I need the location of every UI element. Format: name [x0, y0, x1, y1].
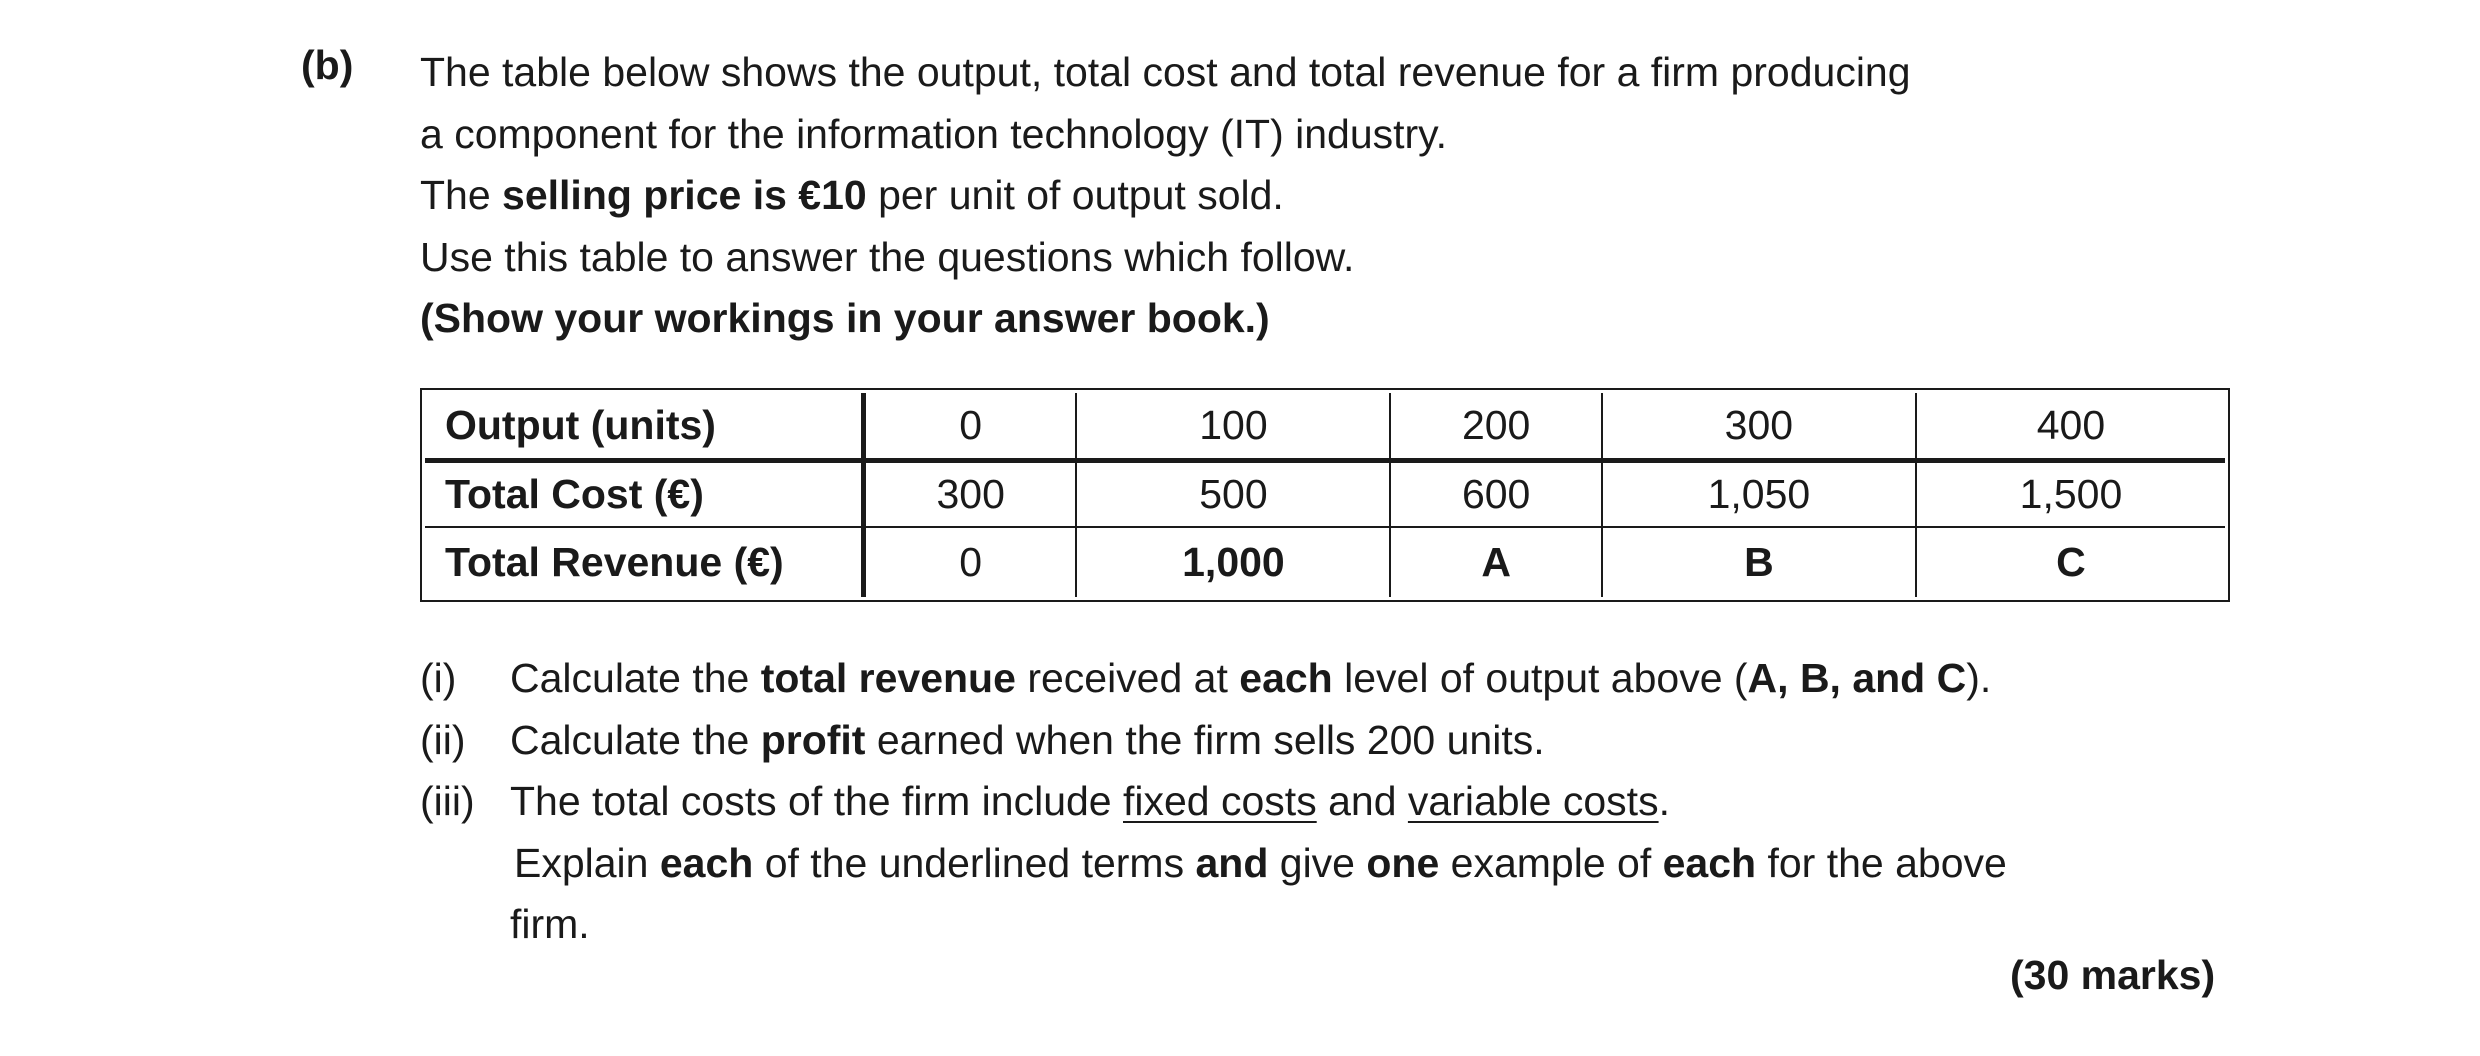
sub-question-iii-line-3: firm.: [510, 901, 590, 947]
table-cell: 300: [1603, 393, 1917, 463]
row-header: Total Revenue (€): [425, 528, 866, 597]
marks-total: (30 marks): [2010, 952, 2216, 998]
table-cell: C: [2056, 538, 2086, 585]
table-cell: 1,050: [1603, 463, 1917, 528]
row-header: Output (units): [425, 393, 866, 463]
table-cell: 1,500: [1917, 463, 2225, 528]
row-header: Total Cost (€): [425, 463, 866, 528]
intro-line-4: Use this table to answer the questions which follow.: [420, 233, 1355, 280]
intro-line-1: The table below shows the output, total cost and total revenue for a firm producing: [420, 49, 1911, 95]
underlined-term: fixed costs: [1123, 778, 1317, 824]
table-cell: 100: [1077, 393, 1391, 463]
sub-question-i: [420, 648, 2007, 710]
table-cell: 300: [866, 463, 1077, 528]
sub-question-iii-line-2: Explain each of the underlined terms and give one example of each for the above: [514, 839, 2007, 886]
intro-line-5: (Show your workings in your answer book.): [420, 295, 1270, 341]
underlined-term: variable costs: [1407, 778, 1659, 824]
table-cell: B: [1603, 528, 1917, 597]
sub-question-ii: [420, 710, 2007, 772]
sub-question-text: Calculate the total revenue received at each level of output above (A, B, and C).: [510, 655, 1992, 701]
sub-question-number: (iii): [420, 778, 475, 824]
table-row: [425, 463, 2225, 528]
table-row: [425, 528, 2225, 597]
table-cell: A: [1391, 528, 1602, 597]
table-row: [425, 393, 2225, 463]
table-cell: 1,000: [1077, 528, 1391, 597]
sub-question-iii: [420, 771, 2007, 833]
table-cell: 600: [1391, 463, 1602, 528]
table-cell: 500: [1077, 463, 1391, 528]
intro-line-2: a component for the information technology (IT) industry.: [420, 110, 1448, 157]
intro-line-3: The selling price is €10 per unit of output sold.: [420, 172, 1284, 218]
table-cell: 0: [866, 528, 1077, 597]
sub-question-number: (ii): [420, 716, 466, 763]
question-label: (b): [301, 42, 354, 88]
sub-question-text: Calculate the profit earned when the firm sells 200 units.: [510, 716, 1545, 763]
selling-price: selling price is €10: [502, 172, 867, 218]
sub-questions: [420, 648, 2007, 956]
table-cell: 0: [866, 393, 1077, 463]
question-intro: [420, 42, 1911, 350]
table-cell: 200: [1391, 393, 1602, 463]
cost-revenue-table: [420, 388, 2230, 602]
sub-question-number: (i): [420, 655, 457, 701]
sub-question-text: The total costs of the firm include fixed costs and variable costs.: [510, 778, 1670, 824]
table-cell: 400: [1917, 393, 2225, 463]
